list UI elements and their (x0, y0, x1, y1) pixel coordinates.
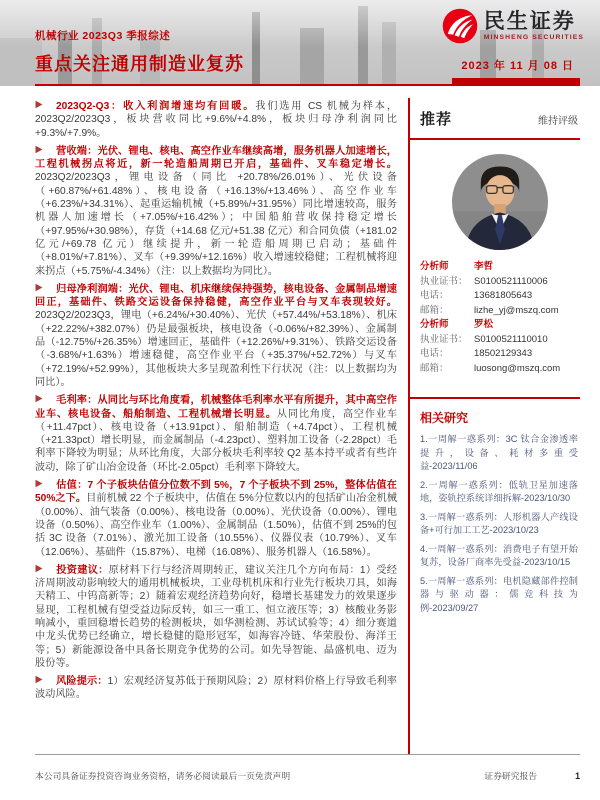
brand-text (484, 11, 584, 42)
phone-label: 电话： (420, 290, 449, 301)
bullet-arrow-icon (35, 479, 43, 492)
bullet-body: 2023Q2/2023Q3，锂电（+6.24%/+30.40%）、光伏（+57.44%/+53.18%）、机床（+22.22%/+382.07%）仍是最强板块，核电设备（-0.06%/+82.39%）、金属制品（-12.75%/+26.35%）增速回正，基础件（+12.26%/+9.31%）、铁路交运设备（-3.68%/+1.63%）增速稳健，高空作业平台（+35.37%/+52.72%）与叉车（+72.19%/+52.99%），其他板块大多呈现盈利性下行状况（注：以上数据均为同比）。 (35, 310, 397, 388)
analyst-name: 李哲 (474, 261, 494, 272)
bullet-investment-advice (35, 564, 397, 670)
bullet-lead: 2023Q2-Q3：收入利润增速均有回暖。 (56, 101, 256, 112)
email-label: 邮箱： (420, 304, 449, 316)
sidebar-divider (410, 397, 580, 399)
cert-label: 执业证书： (420, 333, 468, 345)
analyst-email-row (420, 362, 580, 377)
related-research-title: 相关研究 (420, 411, 469, 425)
email-value: lizhe_yj@mszq.com (474, 304, 559, 316)
page-footer (0, 754, 600, 800)
email-label: 邮箱： (420, 362, 449, 374)
analyst-phone-row (420, 347, 580, 362)
cert-value: S0100521110010 (474, 333, 548, 345)
rating-row (420, 108, 580, 129)
report-header (0, 0, 600, 86)
analyst-avatar (452, 154, 548, 250)
bullet-arrow-icon (35, 100, 43, 113)
analyst-cert-row (420, 275, 580, 290)
bullet-revenue-detail (35, 145, 397, 278)
phone-value: 13681805643 (474, 290, 533, 301)
bullet-body: 1）宏观经济复苏低于预期风险；2）原材料价格上行导致毛利率波动风险。 (35, 676, 397, 701)
bullet-arrow-icon (35, 283, 43, 296)
analyst-role-label: 分析师 (420, 319, 449, 330)
report-sidebar (408, 98, 580, 754)
bullet-body: 目前机械 22 个子板块中，估值在 5%分位数以内的包括矿山冶金机械（0.00%）、油气装备（0.00%）、核电设备（0.00%）、光伏设备（0.00%）、锂电设备（0.50%）、高空作业车（1.00%）、金属制品（1.50%），估值不到 25%的包括 3C 设备（7.01%）、激光加工设备（10.55%）、仪器仪表（10.79%）、叉车（12.06%）、基础件（15.87%）、电梯（16.08%）、服务机器人（16.58%）。 (35, 493, 397, 558)
bullet-arrow-icon (35, 394, 43, 407)
bullet-gross-margin (35, 394, 397, 474)
related-research-item[interactable]: 5.一周解一惑系列：电机隐藏部件控制器与驱动器：儒竞科技为例-2023/09/27 (420, 575, 578, 613)
bullet-body: 原材料下行与经济周期转正，建议关注几个方向布局：1）受经济周期波动影响较大的通用机械板块，工业母机机床和行业先行板块刀具，如海天精工、中钨高新等；2）随着宏观经济趋势向好，稳增长基建发力的效果逐步显现，工程机械有望受益边际反转，如三一重工、恒立液压等；3）核酸业务影响减小，重回稳增长趋势的检测板块，如华测检测、苏试试验等；4）细分赛道中龙头优势已经确立，增长稳健的隐形冠军，如海容冷链、华荣股份、海洋王等；5）新能源设备中具备长期竞争优势的公司。如先导智能、晶盛机电、迈为股份等。 (35, 564, 397, 669)
bullet-lead: 毛利率：从同比与环比角度看，机械整体毛利率水平有所提升，其中高空作业车、核电设备、船舶制造、工程机械增长明显。 (35, 395, 397, 420)
analyst-name-row (420, 318, 580, 333)
cert-label: 执业证书： (420, 275, 468, 287)
bullet-revenue-recovery (35, 100, 397, 140)
brand-name-cn: 民生证券 (483, 9, 576, 33)
bullet-lead: 风险提示： (56, 676, 108, 688)
phone-label: 电话： (420, 348, 449, 359)
bullet-arrow-icon (35, 145, 43, 158)
bullet-lead: 归母净利润端：光伏、锂电、机床继续保持强势，核电设备、金属制品增速回正，基础件、铁路交运设备保持稳健，高空作业平台与叉车表现较好。 (35, 283, 397, 309)
report-body (0, 86, 600, 754)
footer-disclaimer: 本公司具备证券投资咨询业务资格，请务必阅读最后一页免责声明 (35, 771, 291, 781)
bullet-arrow-icon (35, 675, 43, 688)
bullet-body: 从同比角度，高空作业车（+11.47pct）、核电设备（+13.91pct）、船舶制造（+4.74pct）、工程机械（+21.33pct）增长明显，而金属制品（-4.23pct）、塑料加工设备（-2.28pct）毛利率下降较为明显；从环比角度，大部分板块毛利率较 Q2 基本持平或者有些许波动，除了矿山冶金设备（环比-2.05pct）毛利率下降较大。 (35, 408, 398, 473)
bullet-body: 2023Q2/2023Q3，锂电设备（同比 +20.78%/26.01%）、光伏设备（+60.87%/+61.48%）、核电设备（+16.13%/+13.46%）、高空作业车（+6.23%/+34.31%）、起重运输机械（+5.89%/+31.95%）同比增速较高，服务机器人加速增长（+7.05%/+16.42%）；中国船舶营收保持稳定增长（+97.95%/+30.98%），存货（+14.68 亿元/+51.38 亿元）和合同负债（+181.02 亿元/+69.78 亿元）继续提升，新一轮造船周期已启动；基础件（+8.01%/+7.81%）、叉车（+9.39%/+12.16%）收入增速较稳健；工程机械将迎来拐点（+5.75%/-4.34%）（注：以上数据均为同比）。 (35, 172, 397, 277)
bullet-arrow-icon (35, 564, 43, 577)
footer-divider (35, 754, 580, 755)
bullet-risk-warning (35, 675, 397, 702)
page-title: 重点关注通用制造业复苏 (35, 54, 244, 74)
report-date: 2023 年 11 月 08 日 (461, 60, 574, 72)
footer-report-type: 证券研究报告 (484, 771, 538, 781)
header-divider (35, 84, 580, 86)
rating-note: 维持评级 (538, 116, 578, 127)
analyst-name-row (420, 260, 580, 275)
analyst-cert-row (420, 333, 580, 348)
related-research-item[interactable]: 1.一周解一惑系列：3C 钛合金渗透率提升，设备、耗材多重受益-2023/11/06 (420, 434, 578, 471)
sidebar-divider (410, 138, 580, 140)
analyst-email-row (420, 304, 580, 319)
summary-column (35, 98, 408, 754)
brand-name-en: MINSHENG SECURITIES (483, 33, 584, 41)
related-research-item[interactable]: 4.一周解一惑系列：消费电子有望开始复苏，设备厂商率先受益-2023/10/15 (420, 543, 578, 567)
analyst-role-label: 分析师 (420, 261, 449, 272)
rating-value: 推荐 (420, 111, 453, 128)
bullet-body: 我们选用 CS 机械为样本，2023Q2/2023Q3，板块营收同比+9.6%/+4.8%，板块归母净利润同比+9.3%/+7.9%。 (35, 101, 398, 139)
page-number: 1 (575, 770, 580, 781)
cert-value: S0100521110006 (474, 275, 548, 287)
bullet-lead: 营收端：光伏、锂电、核电、高空作业车继续高增，服务机器人加速增长，工程机械拐点将近，新一轮造船周期已开启，基础件、叉车稳定增长。 (35, 145, 397, 171)
brand-logo (442, 8, 584, 44)
related-research-item[interactable]: 2.一周解一惑系列：低轨卫星加速落地，姿轨控系统详细拆解-2023/10/30 (420, 479, 578, 503)
related-research-item[interactable]: 3.一周解一惑系列：人形机器人产线设备+可行加工工艺-2023/10/23 (420, 511, 578, 535)
analyst-phone-row (420, 289, 580, 304)
email-value: luosong@mszq.com (474, 362, 561, 374)
phone-value: 18502129343 (474, 348, 533, 359)
bullet-valuation (35, 479, 397, 559)
bullet-lead: 投资建议： (56, 564, 109, 576)
minsheng-logo-icon (442, 8, 478, 44)
report-series-label: 机械行业 2023Q3 季报综述 (35, 30, 171, 42)
bullet-lead: 估值：7 个子板块估值分位数不到 5%，7 个子板块不到 25%，整体估值在 50%之下。 (35, 480, 397, 505)
analyst-name: 罗松 (474, 319, 494, 330)
footer-row (35, 769, 580, 782)
bullet-net-profit (35, 283, 397, 389)
analyst-photo-wrap (420, 154, 580, 250)
